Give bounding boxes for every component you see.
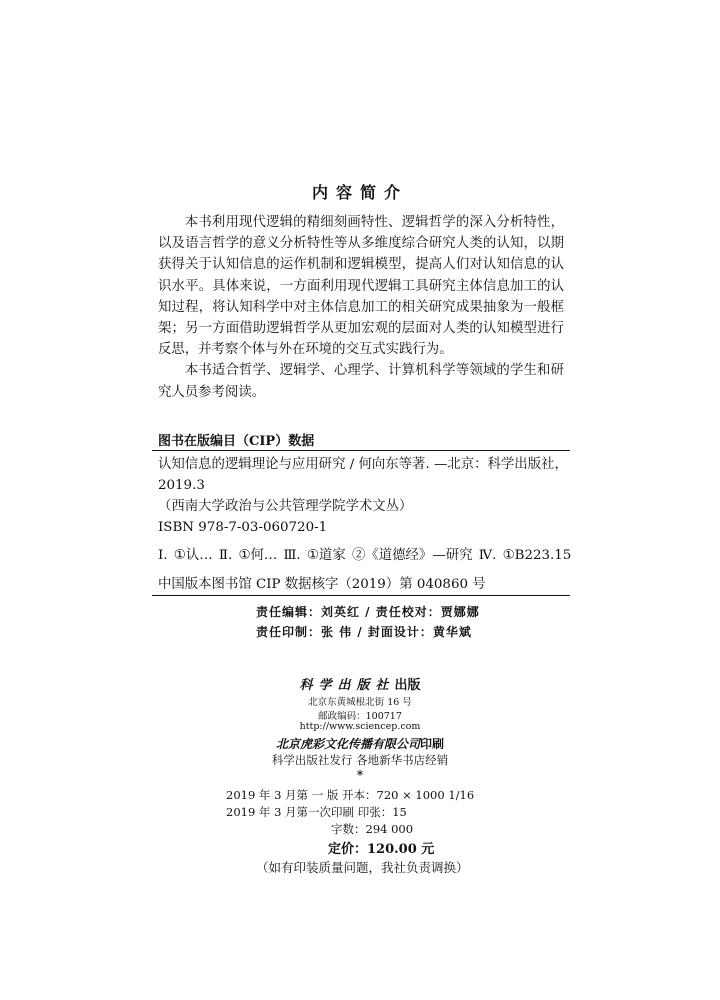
- printer-suffix: 印刷: [420, 737, 445, 751]
- cip-isbn: ISBN 978-7-03-060720-1: [158, 520, 328, 535]
- printer-logo-text: 北京虎彩文化传播有限公司: [275, 737, 420, 751]
- printer-line: [0, 735, 720, 752]
- cip-heading: 图书在版编目（CIP）数据: [158, 434, 315, 449]
- cip-line-2: 2019.3: [158, 478, 205, 493]
- intro-paragraph-2: 本书适合哲学、逻辑学、心理学、计算机科学等领域的学生和研究人员参考阅读。: [158, 363, 564, 400]
- separator-star: *: [356, 768, 364, 782]
- cip-line-3: （西南大学政治与公共管理学院学术文丛）: [158, 499, 413, 514]
- publisher-postcode: 邮政编码：100717: [318, 711, 402, 722]
- staff-line-1: 责任编辑：刘英红 / 责任校对：贾娜娜: [256, 605, 480, 619]
- cip-top-rule: [152, 450, 570, 451]
- distribution-line: 科学出版社发行 各地新华书店经销: [271, 753, 449, 767]
- intro-body: [158, 212, 564, 403]
- publisher-address: 北京东黄城根北街 16 号: [308, 697, 412, 708]
- price: 定价：120.00 元: [328, 842, 435, 857]
- printing-line: 2019 年 3 月第一次印刷 印张：15: [226, 805, 407, 819]
- publisher-logo-text: 科学出版社: [299, 678, 395, 693]
- intro-paragraph-1: 本书利用现代逻辑的精细刻画特性、逻辑哲学的深入分析特性，以及语言哲学的意义分析特性等从多维度综合研究人类的认知，以期获得关于认知信息的运作机制和逻辑模型，提高人们对认知信息的认识水平。具体来说，一方面利用现代逻辑工具研究主体信息加工的认知过程，将认知科学中对主体信息加工的相关研究成果抽象为一般框架；另一方面借助逻辑哲学从更加宏观的层面对人类的认知模型进行反思，并考察个体与外在环境的交互式实践行为。: [158, 215, 564, 358]
- cip-block: [158, 454, 568, 538]
- edition-line: 2019 年 3 月第 一 版 开本：720 × 1000 1/16: [226, 788, 475, 802]
- quality-note: （如有印装质量问题，我社负责调换）: [256, 860, 469, 875]
- cip-number: 中国版本图书馆 CIP 数据核字（2019）第 040860 号: [158, 577, 486, 592]
- word-count: 字数：294 000: [331, 822, 414, 836]
- staff-line-2: 责任印制：张 伟 / 封面设计：黄华斌: [256, 625, 472, 639]
- cip-bottom-rule: [152, 595, 570, 596]
- publisher-name: [0, 674, 720, 693]
- cip-line-1: 认知信息的逻辑理论与应用研究 / 何向东等著. —北京：科学出版社，: [158, 457, 568, 472]
- cip-classification: Ⅰ. ①认… Ⅱ. ①何… Ⅲ. ①道家 ②《道德经》—研究 Ⅳ. ①B223.15: [158, 548, 572, 563]
- intro-title: 内容简介: [311, 183, 408, 202]
- publisher-url: http://www.sciencep.com: [299, 721, 421, 732]
- publisher-suffix: 出版: [394, 678, 421, 693]
